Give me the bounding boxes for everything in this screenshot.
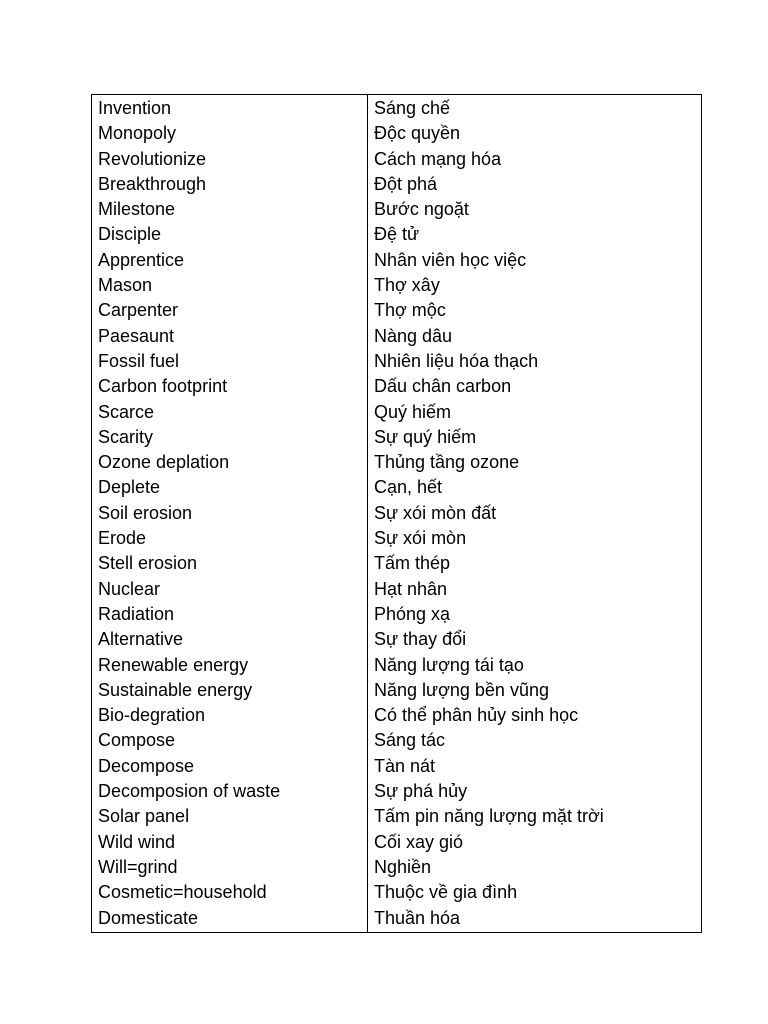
english-term: Invention xyxy=(92,95,368,122)
english-term: Revolutionize xyxy=(92,147,368,172)
table-row xyxy=(92,577,702,602)
vietnamese-translation: Sự xói mòn đất xyxy=(374,502,497,523)
vietnamese-translation: Sự thay đổi xyxy=(374,629,467,650)
english-term: Paesaunt xyxy=(92,324,368,349)
vietnamese-translation: Thuộc về gia đình xyxy=(374,882,518,903)
table-row xyxy=(92,627,702,652)
vietnamese-translation: Cối xay gió xyxy=(374,831,464,852)
english-term: Bio-degration xyxy=(92,703,368,728)
vietnamese-translation: Năng lượng tái tạo xyxy=(374,654,524,675)
english-term: Erode xyxy=(92,526,368,551)
vietnamese-translation: Đột phá xyxy=(374,173,438,194)
english-term: Alternative xyxy=(92,627,368,652)
english-term: Cosmetic=household xyxy=(92,880,368,905)
vietnamese-translation: Nhân viên học việc xyxy=(374,249,527,270)
english-term: Milestone xyxy=(92,197,368,222)
table-row xyxy=(92,754,702,779)
vietnamese-translation: Nghiền xyxy=(374,856,432,877)
english-term: Sustainable energy xyxy=(92,678,368,703)
table-row xyxy=(92,425,702,450)
table-row xyxy=(92,324,702,349)
vietnamese-translation: Thợ xây xyxy=(374,275,440,296)
vietnamese-translation: Dấu chân carbon xyxy=(374,376,512,397)
vietnamese-translation: Bước ngoặt xyxy=(374,199,469,220)
vietnamese-translation: Nhiên liệu hóa thạch xyxy=(374,350,539,371)
vocabulary-table xyxy=(91,94,702,933)
table-row xyxy=(92,248,702,273)
table-row xyxy=(92,526,702,551)
english-term: Compose xyxy=(92,728,368,753)
vietnamese-translation: Thủng tầng ozone xyxy=(374,452,520,473)
table-row xyxy=(92,602,702,627)
table-row xyxy=(92,855,702,880)
vietnamese-translation: Đệ tử xyxy=(374,224,420,245)
english-term: Domesticate xyxy=(92,906,368,933)
english-term: Fossil fuel xyxy=(92,349,368,374)
table-row xyxy=(92,197,702,222)
table-row xyxy=(92,728,702,753)
table-row xyxy=(92,475,702,500)
vietnamese-translation: Năng lượng bền vũng xyxy=(374,679,549,700)
english-term: Apprentice xyxy=(92,248,368,273)
english-term: Radiation xyxy=(92,602,368,627)
english-term: Will=grind xyxy=(92,855,368,880)
table-row xyxy=(92,653,702,678)
table-row xyxy=(92,374,702,399)
table-row xyxy=(92,501,702,526)
vietnamese-translation: Phóng xạ xyxy=(374,603,451,624)
english-term: Stell erosion xyxy=(92,551,368,576)
table-row xyxy=(92,400,702,425)
vietnamese-translation: Sự quý hiếm xyxy=(374,426,477,447)
table-row xyxy=(92,450,702,475)
table-row xyxy=(92,222,702,247)
table-row xyxy=(92,703,702,728)
english-term: Nuclear xyxy=(92,577,368,602)
table-row xyxy=(92,830,702,855)
table-row xyxy=(92,172,702,197)
vietnamese-translation: Sáng chế xyxy=(374,98,451,118)
vietnamese-translation: Có thể phân hủy sinh học xyxy=(374,705,579,726)
english-term: Solar panel xyxy=(92,804,368,829)
table-row xyxy=(92,147,702,172)
table-row xyxy=(92,880,702,905)
table-row xyxy=(92,551,702,576)
english-term: Carbon footprint xyxy=(92,374,368,399)
table-row xyxy=(92,678,702,703)
english-term: Carpenter xyxy=(92,298,368,323)
table-row xyxy=(92,779,702,804)
vietnamese-translation: Tấm thép xyxy=(374,553,451,574)
english-term: Wild wind xyxy=(92,830,368,855)
english-term: Mason xyxy=(92,273,368,298)
vietnamese-translation: Tấm pin năng lượng mặt trời xyxy=(374,806,604,827)
table-row xyxy=(92,298,702,323)
vietnamese-translation: Tàn nát xyxy=(374,755,436,776)
vietnamese-translation: Quý hiếm xyxy=(374,401,452,422)
english-term: Deplete xyxy=(92,475,368,500)
vietnamese-translation: Sáng tác xyxy=(374,730,446,751)
table-row xyxy=(92,121,702,146)
english-term: Renewable energy xyxy=(92,653,368,678)
vietnamese-translation: Nàng dâu xyxy=(374,325,453,346)
table-row xyxy=(92,95,702,122)
vietnamese-translation: Cách mạng hóa xyxy=(374,148,502,169)
english-term: Scarity xyxy=(92,425,368,450)
english-term: Scarce xyxy=(92,400,368,425)
english-term: Monopoly xyxy=(92,121,368,146)
vietnamese-translation: Hạt nhân xyxy=(374,578,448,599)
vietnamese-translation: Độc quyền xyxy=(374,123,461,144)
english-term: Soil erosion xyxy=(92,501,368,526)
english-term: Decompose xyxy=(92,754,368,779)
table-row xyxy=(92,349,702,374)
vietnamese-translation: Thợ mộc xyxy=(374,300,446,321)
table-row xyxy=(92,273,702,298)
table-row xyxy=(92,804,702,829)
english-term: Ozone deplation xyxy=(92,450,368,475)
english-term: Breakthrough xyxy=(92,172,368,197)
english-term: Disciple xyxy=(92,222,368,247)
vietnamese-translation: Thuần hóa xyxy=(374,907,461,928)
table-row xyxy=(92,906,702,933)
english-term: Decomposion of waste xyxy=(92,779,368,804)
vietnamese-translation: Sự phá hủy xyxy=(374,781,468,802)
vietnamese-translation: Sự xói mòn xyxy=(374,528,467,549)
vietnamese-translation: Cạn, hết xyxy=(374,477,443,498)
vocabulary-table-body xyxy=(92,95,702,933)
